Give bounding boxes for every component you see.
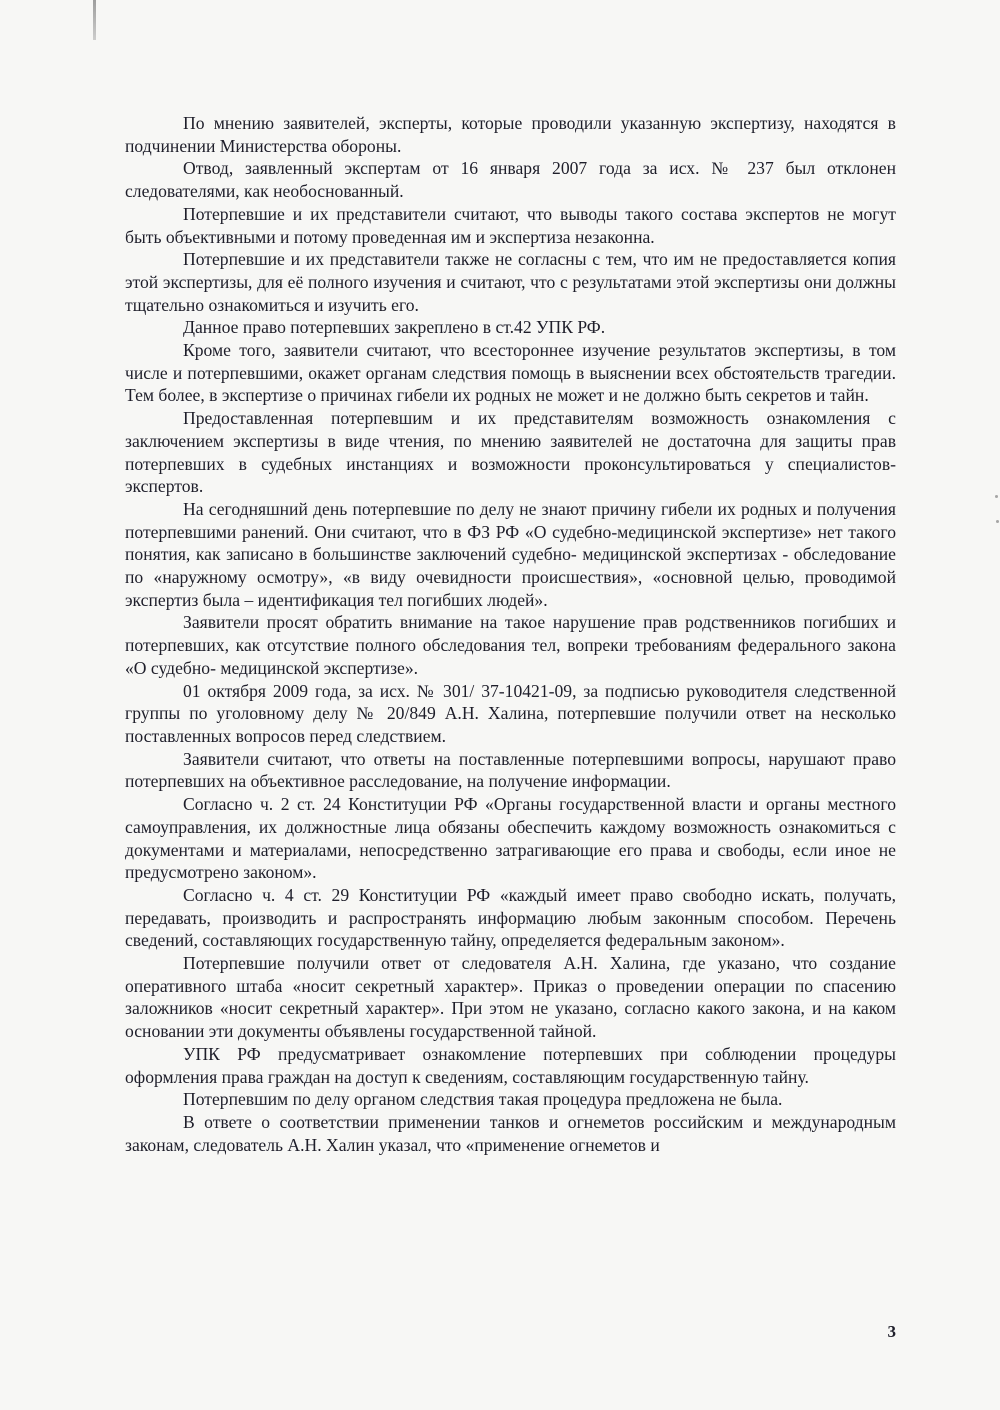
paragraph: Потерпевшие и их представители также не согласны с тем, что им не предоставляется копия этой экспертизы, для её полного изучения и считают, что с результатами этой экспертизы они должны тщательно ознакомиться и изучить его. [125,249,896,315]
paragraph: Заявители считают, что ответы на поставленные потерпевшими вопросы, нарушают право потерпевших на объективное расследование, на получение информации. [125,748,896,792]
paragraph: Согласно ч. 2 ст. 24 Конституции РФ «Органы государственной власти и органы местного самоуправления, их должностные лица обязаны обеспечить каждому возможность ознакомиться с документами и материалами, непосредственно затрагивающие его права и свободы, если иное не предусмотрено законом». [125,794,896,883]
scan-dot [995,495,998,498]
scan-artifact [93,0,96,40]
paragraph: Согласно ч. 4 ст. 29 Конституции РФ «каждый имеет право свободно искать, получать, передавать, производить и распространять информацию любым законным способом. Перечень сведений, составляющих государственную тайну, определяется федеральным законом». [125,884,896,951]
paragraph: Потерпевшим по делу органом следствия такая процедура предложена не была. [183,1089,783,1110]
page-number: 3 [887,1322,896,1341]
scan-dot [996,520,999,523]
paragraph: Отвод, заявленный экспертам от 16 января 2007 года за исх. № 237 был отклонен следователями, как необоснованный. [125,158,896,202]
paragraph: Заявители просят обратить внимание на такое нарушение прав родственников погибших и потерпевших, как отсутствие полного обследования тел, вопреки требованиям федерального закона «О судебно- медицинской экспертизе». [125,612,896,678]
document-body [125,112,896,1156]
paragraph: По мнению заявителей, эксперты, которые проводили указанную экспертизу, находятся в подчинении Министерства обороны. [125,113,896,156]
paragraph: В ответе о соответствии применении танков и огнеметов российским и международным законам, следователь А.Н. Халин указал, что «применение огнеметов и [125,1111,896,1155]
paragraph: Потерпевшие и их представители считают, что выводы такого состава экспертов не могут быть объективными и потому проведенная им и экспертиза незаконна. [125,203,896,247]
paragraph: На сегодняшний день потерпевшие по делу не знают причину гибели их родных и получения потерпевшими ранений. Они считают, что в ФЗ РФ «О судебно-медицинской экспертизе» нет такого понятия, как записано в большинстве заключений судебно- медицинской экспертизах - обследование по «наружному осмотру», «в виду очевидности происшествия», «основной целью, проводимой экспертиз была – идентификация тел погибших людей». [125,498,896,610]
paragraph: Предоставленная потерпевшим и их представителям возможность ознакомления с заключением экспертизы в виде чтения, по мнению заявителей не достаточна для защиты прав потерпевших в судебных инстанциях и возможности проконсультироваться у специалистов-экспертов. [125,408,896,497]
paragraph: Данное право потерпевших закреплено в ст.42 УПК РФ. [183,317,606,338]
paragraph: УПК РФ предусматривает ознакомление потерпевших при соблюдении процедуры оформления права граждан на доступ к сведениям, составляющим государственную тайну. [125,1043,896,1087]
paragraph: 01 октября 2009 года, за исх. № 301/ 37-10421-09, за подписью руководителя следственной группы по уголовному делу № 20/849 А.Н. Халина, потерпевшие получили ответ на несколько поставленных вопросов перед следствием. [125,680,896,746]
paragraph: Кроме того, заявители считают, что всестороннее изучение результатов экспертизы, в том числе и потерпевшими, окажет органам следствия помощь в выяснении всех обстоятельств трагедии. Тем более, в экспертизе о причинах гибели их родных не может и не должно быть секретов и тайн. [125,340,896,406]
paragraph: Потерпевшие получили ответ от следователя А.Н. Халина, где указано, что создание оперативного штаба «носит секретный характер». Приказ о проведении операции по спасению заложников «носит секретный характер». При этом не указано, согласно какого закона, и на каком основании эти документы объявлены государственной тайной. [125,953,896,1042]
